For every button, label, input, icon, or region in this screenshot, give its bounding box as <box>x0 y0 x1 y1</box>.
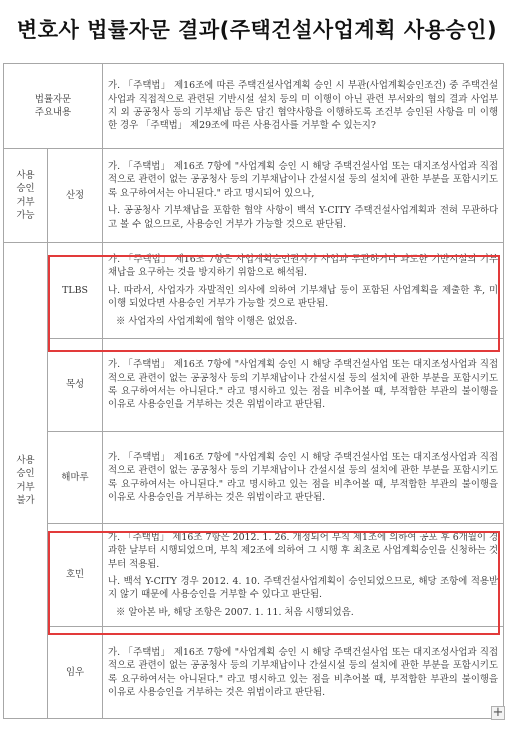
advisor-label: 산정 <box>48 149 103 243</box>
impossible-row <box>4 243 504 339</box>
label-line: 승인 <box>16 183 35 195</box>
possible-label <box>4 149 48 243</box>
label-line: 승인 <box>16 468 35 480</box>
label-line: 주요내용 <box>34 107 72 118</box>
impossible-label <box>4 243 48 719</box>
possible-content <box>103 149 504 243</box>
page-title: 변호사 법률자문 결과(주택건설사업계획 사용승인) <box>16 18 498 42</box>
summary-text: 가. 「주택법」 제16조에 따른 주택건설사업계획 승인 시 부관(사업계획승인조건) 중 주택건설사업과 직접적으로 관련된 기반시설 설치 등의 미 이행이 아닌 관련 부서와의 협의 결과 사업부지 외 공공청사 등의 기부채납 등은 담긴 협약사항을 이행하도록 조건부 승인된 사항을 미 이행한 경우 「주택법」 제29조에 따른 사용검사를 거부할 수 있는지? <box>108 80 499 132</box>
opinion-item: 나. 따라서, 사업자가 자발적인 의사에 의하여 기부채납 등이 포함된 사업계획을 제출한 후, 미 이행 되었다면 사용승인 거부가 가능할 것으로 판단됨. <box>108 284 499 310</box>
label-line: 사용 <box>16 169 35 181</box>
opinion-item: 가. 「주택법」 제16조 7항은 사업계획승인권자가 사업과 무관하거나 과도한 기반시설의 기부채납을 요구하는 것을 방지하기 위함으로 해석됨. <box>108 254 499 279</box>
opinion-content <box>103 432 504 524</box>
possible-row <box>4 149 504 243</box>
summary-label <box>4 64 103 149</box>
opinion-item: 가. 「주택법」 제16조 7항은 2012. 1. 26. 개정되어 부칙 제1조에 의하여 공포 후 6개월이 경과한 날부터 시행되었으며, 부칙 제2조에 의하여 그 시행 후 최초로 사업계획승인을 신청하는 것부터 적용됨. <box>108 531 499 570</box>
opinion-item: 가. 「주택법」 제16조 7항에 "사업계획 승인 시 해당 주택건설사업 또는 대지조성사업과 직접적으로 관련이 없는 공공청사 등의 기부채납이나 간설시설 등의 설치에 관한 부분을 포함시키도록 요구하여서는 아니된다." 라고 명시하고 있는 점을 비추어볼 때, 부적합한 부관의 불이행을 이유로 사용승인을 거부하는 것은 위법이라고 판단됨. <box>108 359 499 411</box>
possible-item: 가. 「주택법」 제16조 7항에 "사업계획 승인 시 해당 주택건설사업 또는 대지조성사업과 직접적으로 관련이 없는 공공청사 등의 기부채납이나 간설시설 등의 설치에 관한 부분을 포함시키도록 요구하여서는 아니된다." 라고 명시되어 있으나, <box>108 161 499 199</box>
impossible-row <box>4 432 504 524</box>
label-line: 가능 <box>16 209 35 221</box>
impossible-row <box>4 524 504 627</box>
plus-icon[interactable]: + <box>492 705 504 720</box>
opinion-note: ※ 사업자의 사업계획에 협약 이행은 없었음. <box>116 315 298 327</box>
opinion-content <box>103 339 504 432</box>
advisor-label: TLBS <box>48 243 103 339</box>
label-line: 법률자문 <box>34 93 72 105</box>
summary-row <box>4 64 504 149</box>
summary-content <box>103 64 504 149</box>
label-line: 불가 <box>16 494 35 506</box>
advisor-label: 호민 <box>48 524 103 627</box>
opinion-note: ※ 알아본 바, 해당 조항은 2007. 1. 11. 처음 시행되었음. <box>116 606 354 618</box>
opinion-content <box>103 524 504 627</box>
impossible-row <box>4 627 504 719</box>
expand-button[interactable] <box>491 706 505 720</box>
advisor-label: 목성 <box>48 339 103 432</box>
opinion-item: 나. 백석 Y-CITY 경우 2012. 4. 10. 주택건설사업계획이 승인되었으므로, 해당 조항에 적용받지 않기 때문에 사용승인을 거부할 수 있다고 판단됨. <box>108 576 499 601</box>
impossible-row <box>4 339 504 432</box>
advice-table <box>3 63 504 719</box>
label-line: 거부 <box>16 481 35 493</box>
opinion-item: 가. 「주택법」 제16조 7항에 "사업계획 승인 시 해당 주택건설사업 또는 대지조성사업과 직접적으로 관련이 없는 공공청사 등의 기부채납이나 간설시설 등의 설치에 관한 부분을 포함시키도록 요구하여서는 아니된다." 라고 명시하고 있는 점을 비추어볼 때, 부적합한 부관의 불이행을 이유로 사용승인을 거부하는 것은 위법이라고 판단됨. <box>108 451 499 503</box>
label-line: 거부 <box>16 196 35 208</box>
possible-item: 나. 공공청사 기부채납을 포함한 협약 사항이 백석 Y-CITY 주택건설사업계획과 전혀 무관하다고 볼 수 없으므로, 사용승인 거부가 가능할 것으로 판단됨. <box>108 205 499 230</box>
advisor-label: 해마루 <box>48 432 103 524</box>
opinion-content <box>103 627 504 719</box>
opinion-item: 가. 「주택법」 제16조 7항에 "사업계획 승인 시 해당 주택건설사업 또는 대지조성사업과 직접적으로 관련이 없는 공공청사 등의 기부채납이나 간설시설 등의 설치에 관한 부분을 포함시키도록 요구하여서는 아니된다." 라고 명시하고 있는 점을 비추어볼 때, 부적합한 부관의 불이행을 이유로 사용승인을 거부하는 것은 위법이라고 판단됨. <box>108 646 499 698</box>
advisor-label: 임우 <box>48 627 103 719</box>
opinion-content <box>103 243 504 339</box>
label-line: 사용 <box>16 454 35 466</box>
